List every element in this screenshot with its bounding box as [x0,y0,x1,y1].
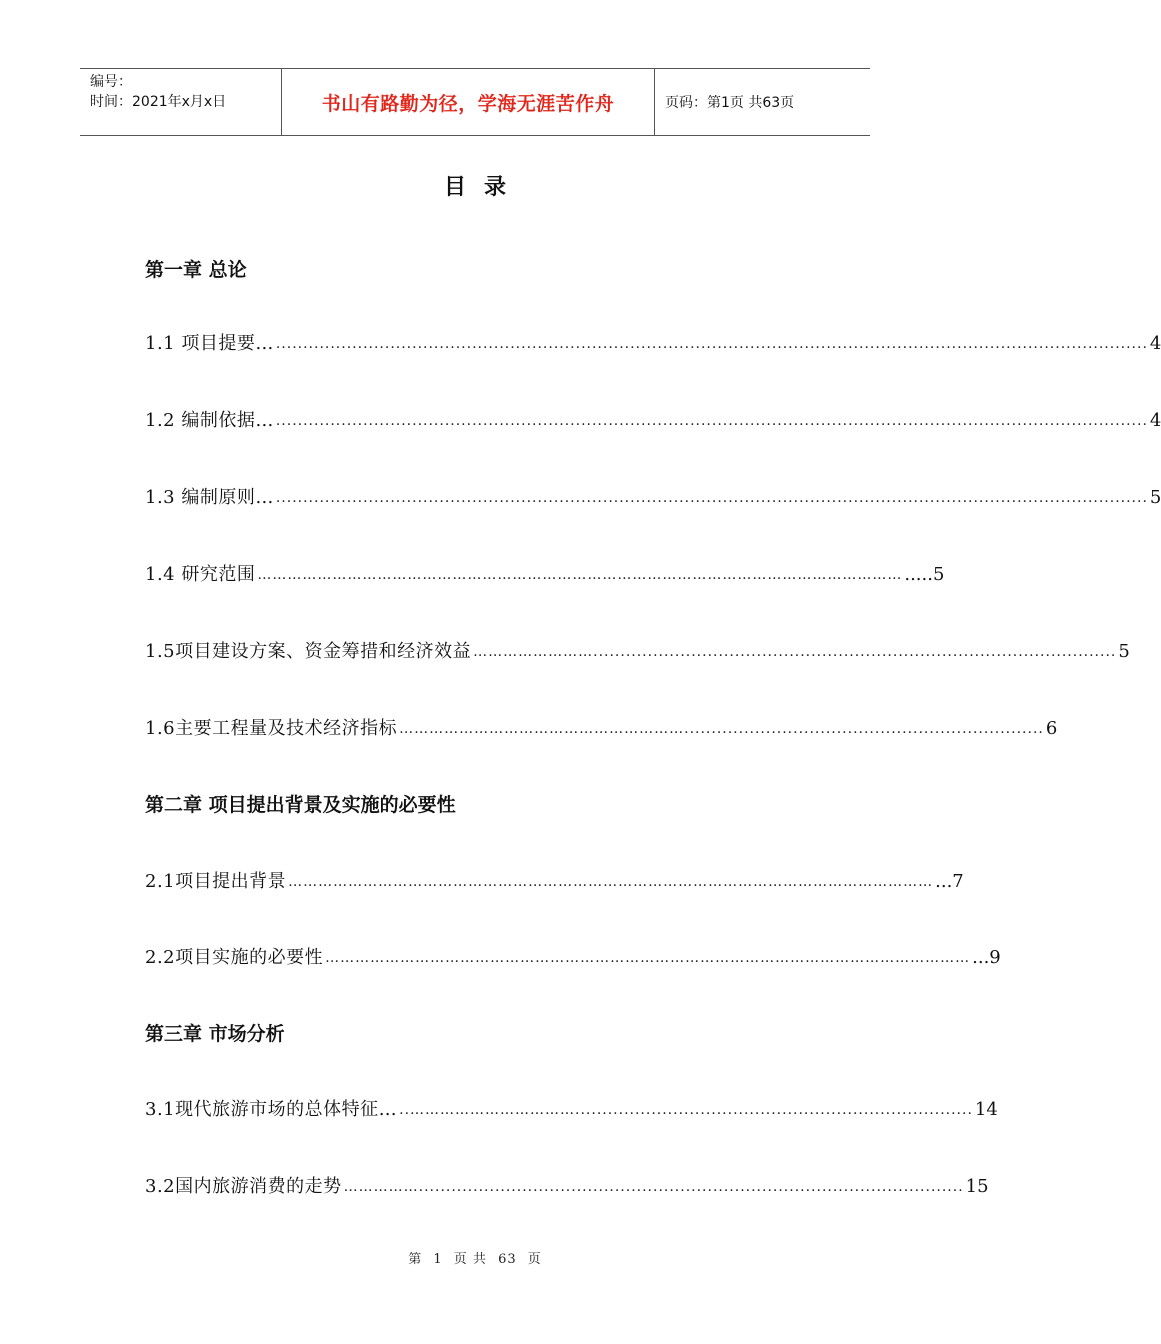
toc-entry[interactable] [145,942,1001,970]
toc-entry[interactable] [145,1094,998,1122]
chapter-heading: 第一章 总论 [145,259,247,281]
toc-dot-leader: ………………………………………………………………………………………………………………… [288,874,934,890]
toc-entry[interactable] [145,328,1161,356]
toc-entry[interactable] [145,1171,989,1199]
toc-entry[interactable] [145,866,964,894]
document-number-label: 编号： [90,74,132,90]
toc-dot-leader: ................................................................................................................................................................ [275,490,1148,506]
toc-dot-leader: …………….................................................................................................... [343,1179,964,1195]
page-footer [0,1248,950,1267]
toc-entry-label: 2.1项目提出背景 [145,871,287,892]
toc-entry-label: 1.2 编制依据… [145,410,274,431]
toc-entry-label: 1.3 编制原则… [145,487,274,508]
toc-entry-page: 5 [1149,487,1161,508]
toc-entry-page: 14 [974,1099,998,1120]
toc-entry-label: 1.5项目建设方案、资金筹措和经济效益 [145,641,472,662]
footer-prefix: 第 [408,1252,423,1267]
toc-entry[interactable] [145,636,1130,664]
toc-dot-leader: ..……………………………......................................................................... [399,1102,973,1118]
toc-entry-label: 3.2国内旅游消费的走势 [145,1176,342,1197]
chapter-heading: 第三章 市场分析 [145,1023,285,1045]
toc-entry-page: ...9 [972,947,1001,968]
toc-entry[interactable] [145,559,945,587]
toc-entry-label: 1.1 项目提要… [145,333,274,354]
toc-entry[interactable] [145,482,1161,510]
toc-dot-leader: ................................................................................................................................................................ [275,413,1148,429]
footer-page-number: 1 [433,1252,443,1267]
footer-suffix: 页 [527,1252,542,1267]
toc-entry-page: .....5 [904,564,945,585]
toc-dot-leader: ……………………................................................................................................ [473,644,1117,660]
toc-title: 目录 [443,175,524,200]
toc-dot-leader: ………………………………………………………………………………………………………………… [257,567,903,583]
toc-entry-page: 5 [1118,641,1130,662]
toc-entry-page: 15 [965,1176,989,1197]
toc-entry-label: 3.1现代旅游市场的总体特征… [145,1099,398,1120]
chapter-heading: 第二章 项目提出背景及实施的必要性 [145,794,456,816]
toc-dot-leader: ………………………………………………….................................................................. [399,721,1044,737]
header-page-cell [655,69,870,135]
toc-entry-label: 1.6主要工程量及技术经济指标 [145,718,398,739]
toc-dot-leader: ………………………………………………………………………………………………………………… [325,950,971,966]
toc-entry-page: 4 [1149,333,1161,354]
footer-mid: 页 共 [453,1252,487,1267]
document-header [80,68,870,136]
toc-entry-label: 1.4 研究范围 [145,564,256,585]
toc-dot-leader: ................................................................................................................................................................ [275,336,1148,352]
document-time-label: 时间：2021年x月x日 [90,94,227,110]
toc-entry-page: 4 [1149,410,1161,431]
header-motto-cell [281,69,655,135]
toc-entry-page: 6 [1045,718,1058,739]
toc-entry-page: ...7 [935,871,964,892]
header-left-cell [80,69,281,135]
toc-entry[interactable] [145,405,1161,433]
toc-entry[interactable] [145,713,1058,741]
header-page-info: 页码：第1页 共63页 [665,95,795,111]
toc-entry-label: 2.2项目实施的必要性 [145,947,324,968]
footer-page-total: 63 [498,1252,517,1267]
header-motto: 书山有路勤为径，学海无涯苦作舟 [321,92,615,115]
